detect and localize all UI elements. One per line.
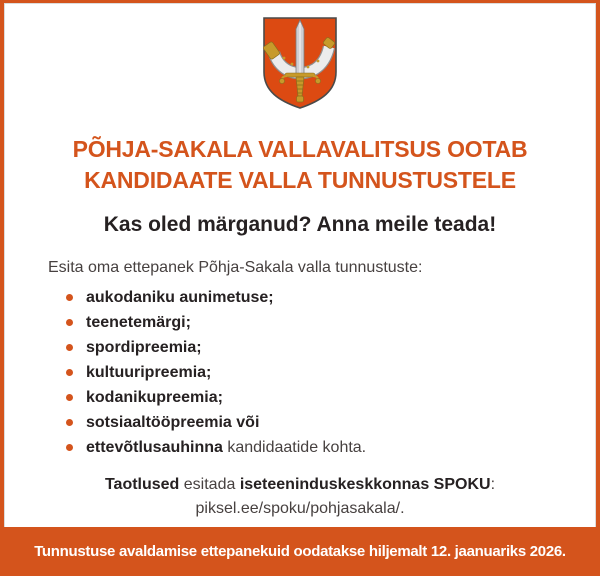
list-item [66,285,596,310]
spoku-url: piksel.ee/spoku/pohjasakala/. [195,500,405,517]
list-item-bold: spordipreemia; [86,339,202,356]
list-item [66,310,596,335]
application-tail: : [490,476,496,493]
award-list [4,285,596,460]
application-bold-1: Taotlused [104,476,180,493]
list-item [66,385,596,410]
deadline-banner [4,527,596,576]
page-title-line2: KANDIDAATE VALLA TUNNUSTUSTELE [84,167,516,193]
bullet-icon [66,344,73,351]
deadline-text: Tunnustuse avaldamise ettepanekuid oodatakse hiljemalt 12. jaanuariks 2026. [34,543,566,560]
list-item-bold: kodanikupreemia; [86,389,223,406]
list-item-bold: ettevõtlusauhinna [86,439,223,456]
subheading: Kas oled märganud? Anna meile teada! [103,213,497,236]
bullet-icon [66,444,73,451]
list-item-bold: kultuuripreemia; [86,364,212,381]
coat-of-arms-icon [261,16,339,110]
intro-text: Esita oma ettepanek Põhja-Sakala valla tunnustuste: [48,259,423,276]
list-item-rest: kandidaatide kohta. [222,439,367,456]
list-item [66,410,596,435]
list-item-bold: teenetemärgi; [86,314,191,331]
page-title [18,134,582,196]
application-instruction [4,473,596,497]
list-item [66,335,596,360]
application-bold-2: iseteeninduskeskkonnas SPOKU [239,476,491,493]
page-title-line1: PÕHJA-SAKALA VALLAVALITSUS OOTAB [72,136,528,162]
list-item-bold: aukodaniku aunimetuse; [86,289,274,306]
application-mid: esitada [179,476,240,493]
bullet-icon [66,419,73,426]
bullet-icon [66,369,73,376]
bullet-icon [66,319,73,326]
list-item [66,435,596,460]
list-item-bold: sotsiaaltööpreemia või [86,414,260,431]
bullet-icon [66,294,73,301]
list-item [66,360,596,385]
bullet-icon [66,394,73,401]
